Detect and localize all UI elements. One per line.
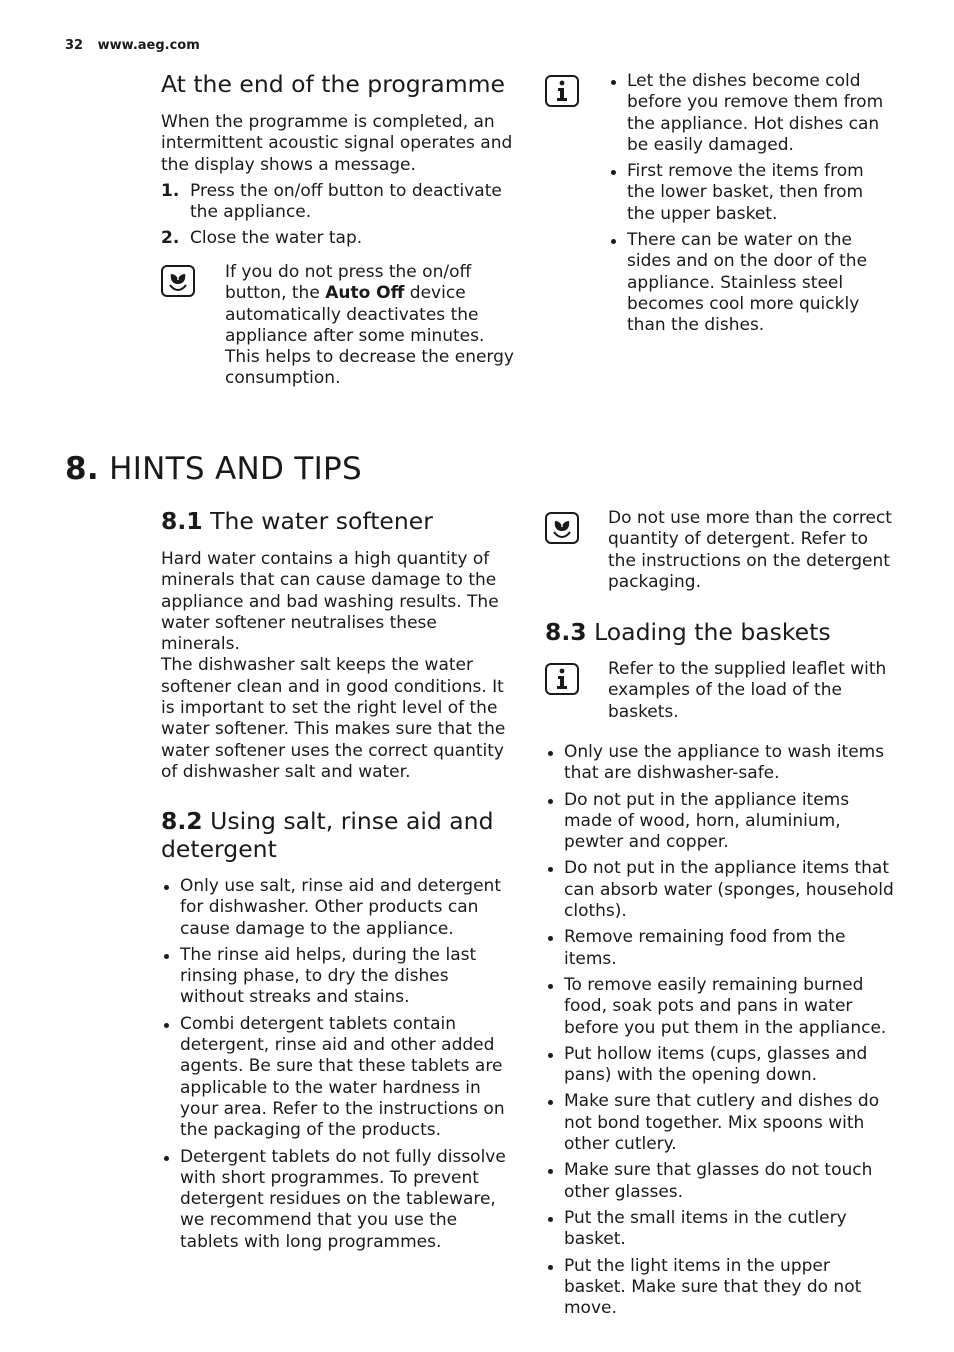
- list-item: To remove easily remaining burned food, soak pots and pans in water before you put them in the appliance.: [545, 975, 897, 1039]
- auto-off-label: Auto Off: [325, 283, 405, 304]
- list-item: There can be water on the sides and on the door of the appliance. Stainless steel becomes cool more quickly than the dishes.: [608, 230, 893, 336]
- cooling-tips-list: [608, 71, 893, 342]
- section-title-end-of-programme: At the end of the programme: [161, 70, 505, 98]
- list-item: Put the light items in the upper basket. Make sure that they do not move.: [545, 1256, 897, 1320]
- list-item: First remove the items from the lower basket, then from the upper basket.: [608, 161, 893, 225]
- end-programme-body: [161, 112, 513, 255]
- paragraph: The dishwasher salt keeps the water softener clean and in good conditions. It is important to set the right level of the water softener. This makes sure that the water softener uses the correct quantity of dishwasher salt and water.: [161, 655, 506, 782]
- section-name: The water softener: [210, 507, 433, 535]
- list-item: Let the dishes become cold before you remove them from the appliance. Hot dishes can be easily damaged.: [608, 71, 893, 156]
- page-header: [65, 38, 200, 53]
- list-item: The rinse aid helps, during the last rinsing phase, to dry the dishes without streaks and stains.: [161, 945, 513, 1009]
- step-text: Press the on/off button to deactivate the appliance.: [190, 180, 502, 223]
- list-item: Only use salt, rinse aid and detergent for dishwasher. Other products can cause damage to the appliance.: [161, 876, 513, 940]
- section-title-loading-baskets: [545, 618, 831, 646]
- chapter-number: 8.: [65, 451, 99, 487]
- section-title-water-softener: [161, 507, 433, 535]
- section-number: 8.1: [161, 507, 203, 535]
- list-item: Do not put in the appliance items that can absorb water (sponges, household cloths).: [545, 858, 897, 922]
- step-number: 1.: [161, 180, 180, 201]
- list-item: Make sure that glasses do not touch other glasses.: [545, 1160, 897, 1203]
- section-title-salt-rinse-detergent: [161, 807, 513, 863]
- leaflet-note: Refer to the supplied leaflet with examples of the load of the baskets.: [608, 659, 887, 722]
- section-name: Loading the baskets: [594, 618, 831, 646]
- section-name: Using salt, rinse aid and detergent: [161, 807, 494, 863]
- paragraph: Hard water contains a high quantity of minerals that can cause damage to the appliance and bad washing results. The water softener neutralises these minerals.: [161, 549, 499, 655]
- water-softener-body: [161, 549, 513, 783]
- note-text: device automatically deactivates the appliance after some minutes. This helps to decrease the energy consumption.: [225, 283, 514, 389]
- info-icon: [545, 663, 579, 695]
- step-item: [161, 181, 513, 224]
- list-item: Only use the appliance to wash items that are dishwasher-safe.: [545, 742, 897, 785]
- note-text: If you do not press the on/off button, the: [225, 262, 472, 304]
- list-item: Remove remaining food from the items.: [545, 927, 897, 970]
- list-item: Combi detergent tablets contain detergent, rinse aid and other added agents. Be sure that these tablets are applicable to the water hardness in your area. Refer to the instructions on the packaging of the products.: [161, 1014, 513, 1142]
- end-programme-steps: [161, 181, 513, 250]
- list-item: Put hollow items (cups, glasses and pans) with the opening down.: [545, 1044, 897, 1087]
- website-url[interactable]: www.aeg.com: [97, 38, 200, 53]
- loading-baskets-list: [545, 742, 897, 1324]
- list-item: Make sure that cutlery and dishes do not bond together. Mix spoons with other cutlery.: [545, 1091, 897, 1155]
- eco-leaf-icon: [545, 512, 579, 544]
- step-item: [161, 228, 513, 249]
- step-text: Close the water tap.: [190, 228, 363, 249]
- step-number: 2.: [161, 228, 180, 249]
- salt-rinse-detergent-list: [161, 876, 513, 1258]
- section-number: 8.3: [545, 618, 587, 646]
- info-icon: [545, 75, 579, 107]
- auto-off-note: [225, 262, 515, 390]
- section-number: 8.2: [161, 807, 203, 835]
- detergent-quantity-note: Do not use more than the correct quantity of detergent. Refer to the instructions on the detergent packaging.: [608, 508, 892, 592]
- list-item: Detergent tablets do not fully dissolve with short programmes. To prevent detergent residues on the tableware, we recommend that you use the tablets with long programmes.: [161, 1147, 513, 1253]
- page-number: 32: [65, 38, 84, 53]
- chapter-title: [65, 451, 362, 487]
- chapter-name: HINTS AND TIPS: [109, 451, 362, 487]
- list-item: Put the small items in the cutlery basket.: [545, 1208, 897, 1251]
- eco-leaf-icon: [161, 265, 195, 297]
- list-item: Do not put in the appliance items made of wood, horn, aluminium, pewter and copper.: [545, 790, 897, 854]
- end-programme-intro: When the programme is completed, an intermittent acoustic signal operates and the display shows a message.: [161, 112, 513, 175]
